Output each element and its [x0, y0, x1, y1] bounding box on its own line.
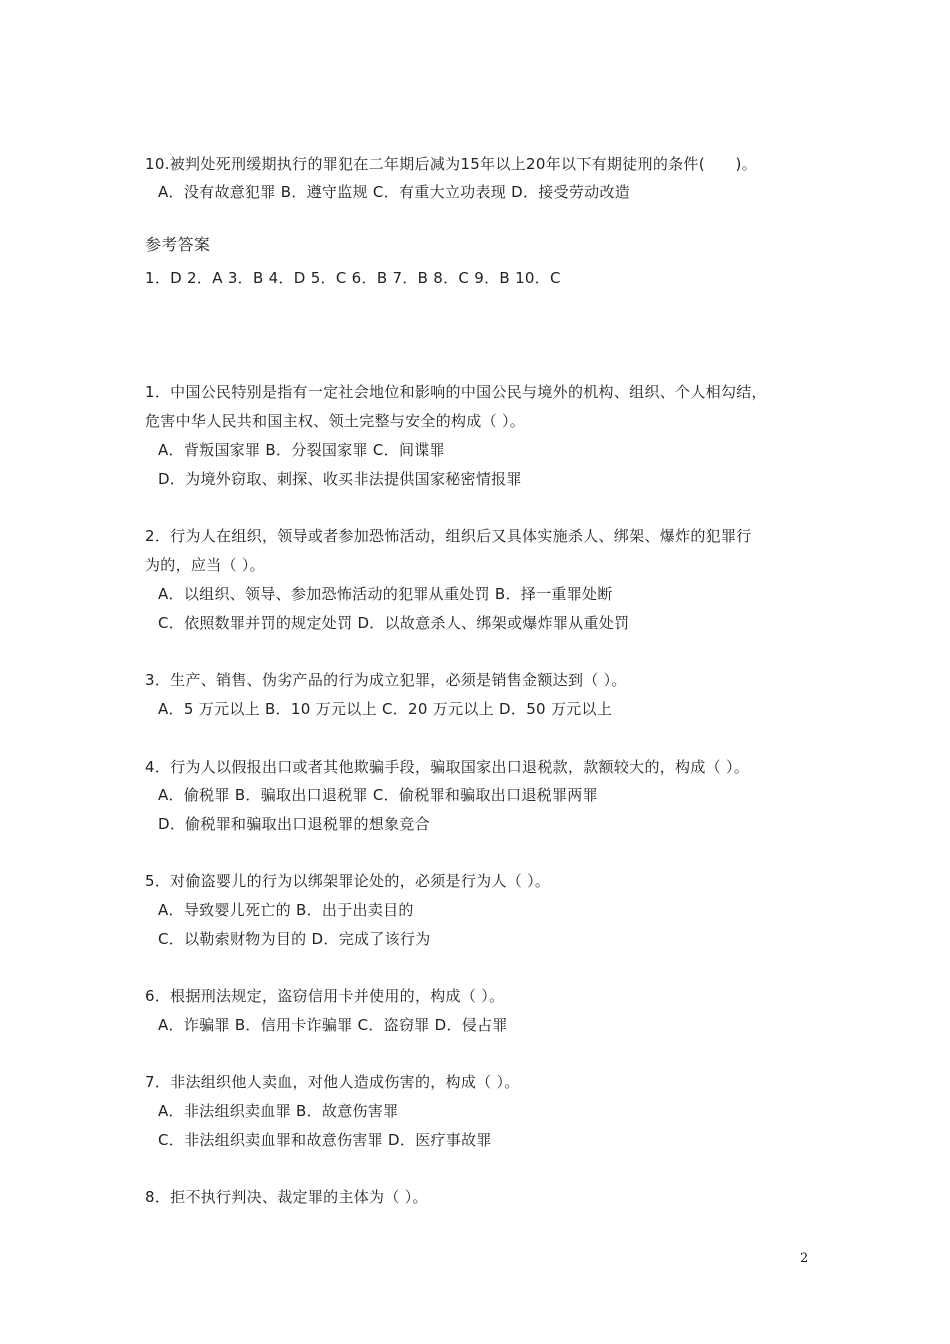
- q4-options2: D．偷税罪和骗取出口退税罪的想象竞合: [158, 815, 430, 833]
- q1-options2: D．为境外窃取、刺探、收买非法提供国家秘密情报罪: [158, 470, 522, 488]
- q5-options2: C．以勒索财物为目的 D．完成了该行为: [158, 930, 431, 948]
- q6-line1: 6．根据刑法规定，盗窃信用卡并使用的，构成（ ）。: [145, 987, 505, 1005]
- prev-q10-options: A．没有故意犯罪 B．遵守监规 C．有重大立功表现 D．接受劳动改造: [158, 183, 631, 201]
- q7-options2: C．非法组织卖血罪和故意伤害罪 D．医疗事故罪: [158, 1131, 492, 1149]
- answers-heading: 参考答案: [145, 235, 211, 254]
- prev-q10-question: 10.被判处死刑缓期执行的罪犯在二年期后减为15年以上20年以下有期徒刑的条件( )。: [145, 155, 757, 173]
- q3-options1: A．5 万元以上 B．10 万元以上 C．20 万元以上 D．50 万元以上: [158, 700, 613, 718]
- q1-line2: 危害中华人民共和国主权、领土完整与安全的构成（ ）。: [145, 412, 526, 430]
- q2-options1: A．以组织、领导、参加恐怖活动的犯罪从重处罚 B．择一重罪处断: [158, 585, 613, 603]
- q8-line1: 8．拒不执行判决、裁定罪的主体为（ ）。: [145, 1188, 428, 1206]
- q2-options2: C．依照数罪并罚的规定处罚 D．以故意杀人、绑架或爆炸罪从重处罚: [158, 614, 630, 632]
- answers-text: 1．D 2．A 3．B 4．D 5．C 6．B 7．B 8．C 9．B 10．C: [145, 269, 561, 287]
- q2-line1: 2．行为人在组织，领导或者参加恐怖活动，组织后又具体实施杀人、绑架、爆炸的犯罪行: [145, 527, 752, 545]
- q5-line1: 5．对偷盗婴儿的行为以绑架罪论处的，必须是行为人（ ）。: [145, 872, 551, 890]
- q4-line1: 4．行为人以假报出口或者其他欺骗手段，骗取国家出口退税款，款额较大的，构成（ ）。: [145, 758, 750, 776]
- q1-options1: A．背叛国家罪 B．分裂国家罪 C．间谍罪: [158, 441, 445, 459]
- q1-line1: 1．中国公民特别是指有一定社会地位和影响的中国公民与境外的机构、组织、个人相勾结，: [145, 383, 767, 401]
- page-number: 2: [800, 1251, 809, 1266]
- q5-options1: A．导致婴儿死亡的 B．出于出卖目的: [158, 901, 414, 919]
- q2-line2: 为的，应当（ ）。: [145, 556, 265, 574]
- q4-options1: A．偷税罪 B．骗取出口退税罪 C．偷税罪和骗取出口退税罪两罪: [158, 786, 598, 804]
- q3-line1: 3．生产、销售、伪劣产品的行为成立犯罪，必须是销售金额达到（ ）。: [145, 671, 627, 689]
- q6-options1: A．诈骗罪 B．信用卡诈骗罪 C．盗窃罪 D．侵占罪: [158, 1016, 508, 1034]
- q7-line1: 7．非法组织他人卖血，对他人造成伤害的，构成（ ）。: [145, 1073, 520, 1091]
- q7-options1: A．非法组织卖血罪 B．故意伤害罪: [158, 1102, 399, 1120]
